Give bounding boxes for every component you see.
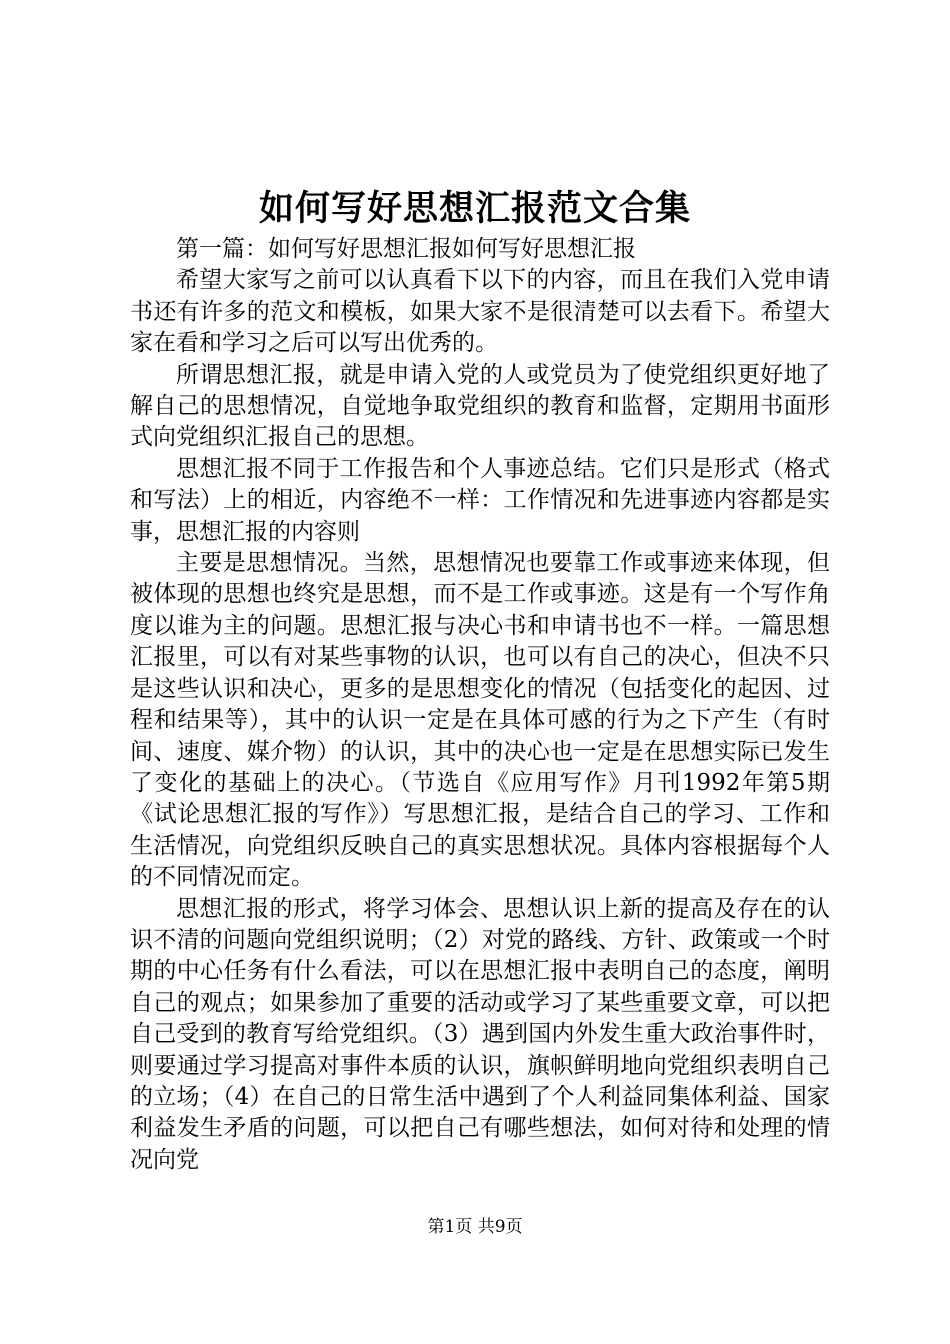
- paragraph: 第一篇：如何写好思想汇报如何写好思想汇报: [176, 236, 636, 262]
- page-number-footer: 第1页 共9页: [427, 1217, 523, 1237]
- paragraph: 所谓思想汇报，就是申请入党的人或党员为了使党组织更好地了解自己的思想情况，自觉地争取党组织的教育和监督，定期用书面形式向党组织汇报自己的思想。: [130, 361, 830, 451]
- paragraph: 主要是思想情况。当然，思想情况也要靠工作或事迹来体现，但被体现的思想也终究是思想，而不是工作或事迹。这是有一个写作角度以谁为主的问题。思想汇报与决心书和申请书也不一样。一篇思想汇报里，可以有对某些事物的认识，也可以有自己的决心，但决不只是这些认识和决心，更多的是思想变化的情况（包括变化的起因、过程和结果等），其中的认识一定是在具体可感的行为之下产生（有时间、速度、媒介物）的认识，其中的决心也一定是在思想实际已发生了变化的基础上的决心。（节选自《应用写作》月刊1992年第5期《试论思想汇报的写作》）写思想汇报，是结合自己的学习、工作和生活情况，向党组织反映自己的真实思想状况。具体内容根据每个人的不同情况而定。: [130, 550, 830, 891]
- paragraph: 希望大家写之前可以认真看下以下的内容，而且在我们入党申请书还有许多的范文和模板，如果大家不是很清楚可以去看下。希望大家在看和学习之后可以写出优秀的。: [130, 267, 830, 357]
- paragraph: 思想汇报的形式，将学习体会、思想认识上新的提高及存在的认识不清的问题向党组织说明；（2）对党的路线、方针、政策或一个时期的中心任务有什么看法，可以在思想汇报中表明自己的态度，阐明自己的观点；如果参加了重要的活动或学习了某些重要文章，可以把自己受到的教育写给党组织。（3）遇到国内外发生重大政治事件时，则要通过学习提高对事件本质的认识，旗帜鲜明地向党组织表明自己的立场；（4）在自己的日常生活中遇到了个人利益同集体利益、国家利益发生矛盾的问题，可以把自己有哪些想法，如何对待和处理的情况向党: [130, 895, 830, 1173]
- paragraph: 思想汇报不同于工作报告和个人事迹总结。它们只是形式（格式和写法）上的相近，内容绝不一样：工作情况和先进事迹内容都是实事，思想汇报的内容则: [130, 455, 830, 545]
- document-title: 如何写好思想汇报范文合集: [258, 188, 691, 229]
- document-body: [130, 234, 830, 1176]
